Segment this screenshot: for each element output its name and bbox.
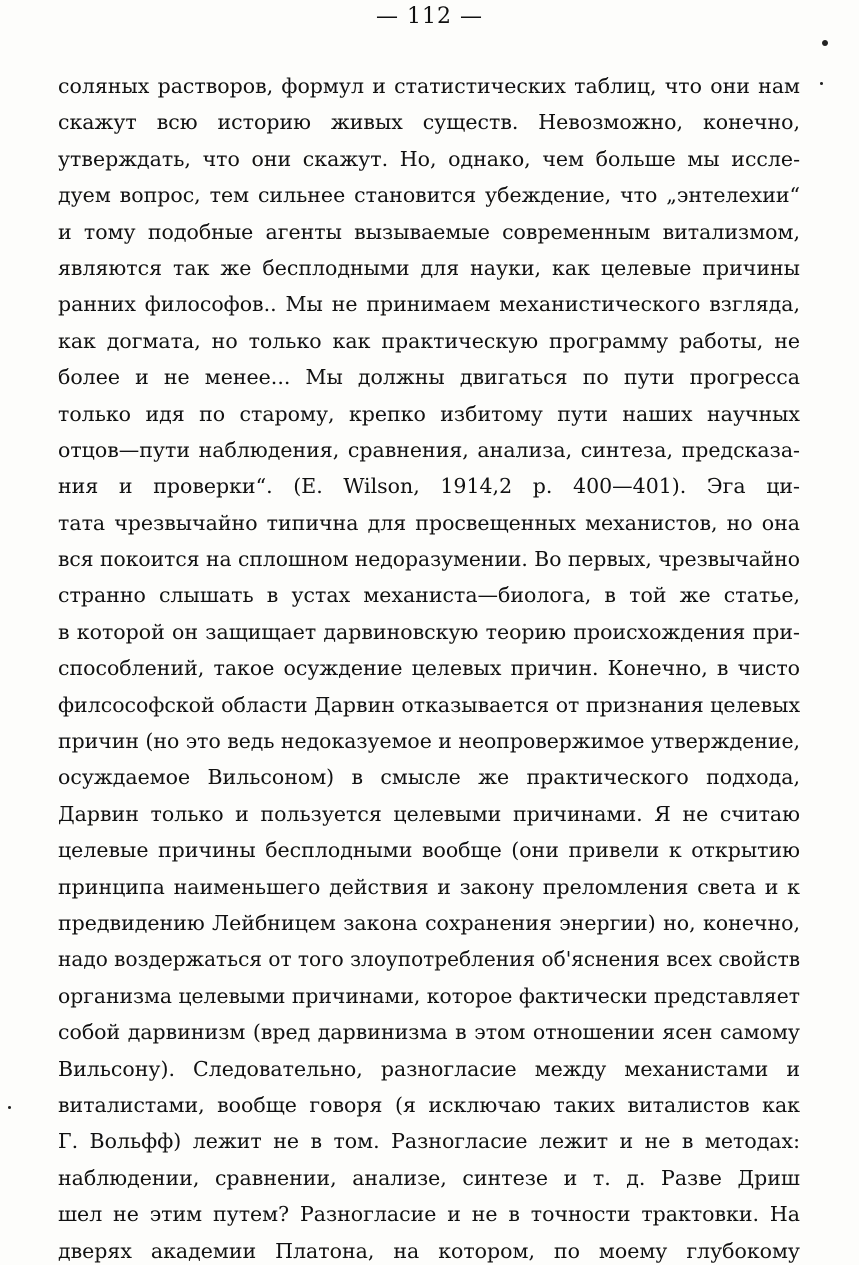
text-line: надо воздержаться от того злоупотребления об'яснения всех свойств xyxy=(58,947,800,972)
text-line: целевые причины бесплодными вообще (они привели к открытию xyxy=(58,838,800,863)
text-line: только идя по старому, крепко избитому пути наших научных xyxy=(58,401,800,426)
text-line: тата чрезвычайно типична для просвещенных механистов, но она xyxy=(58,510,800,535)
text-line: способлений, такое осуждение целевых причин. Конечно, в чисто xyxy=(58,656,800,681)
text-line: более и не менее... Мы должны двигаться по пути прогресса xyxy=(58,365,800,390)
text-line: Вильсону). Следовательно, разногласие между механистами и xyxy=(58,1056,800,1081)
text-line: Г. Вольфф) лежит не в том. Разногласие лежит и не в методах: xyxy=(58,1129,800,1154)
text-line: филсософской области Дарвин отказывается от признания целевых xyxy=(58,692,800,717)
text-line: наблюдении, сравнении, анализе, синтезе и т. д. Разве Дриш xyxy=(58,1165,800,1190)
text-line: в которой он защищает дарвиновскую теорию происхождения при- xyxy=(58,619,800,644)
text-line: утверждать, что они скажут. Но, однако, чем больше мы иссле- xyxy=(58,146,800,171)
text-line: принципа наименьшего действия и закону преломления света и к xyxy=(58,874,800,899)
text-line: как догмата, но только как практическую программу работы, не xyxy=(58,328,800,353)
text-line: виталистами, вообще говоря (я исключаю таких виталистов как xyxy=(58,1092,800,1117)
text-line: и тому подобные агенты вызываемые современным витализмом, xyxy=(58,219,800,244)
ink-speck xyxy=(8,1106,11,1109)
text-line: вся покоится на сплошном недоразумении. Во первых, чрезвычайно xyxy=(58,547,800,572)
text-line: дверях академии Платона, на котором, по моему глубокому xyxy=(58,1238,800,1263)
text-line: являются так же бесплодными для науки, как целевые причины xyxy=(58,255,800,280)
text-line: скажут всю историю живых существ. Невозможно, конечно, xyxy=(58,110,800,135)
text-line: отцов—пути наблюдения, сравнения, анализа, синтеза, предсказа- xyxy=(58,437,800,462)
body-text xyxy=(58,68,800,1269)
text-line: соляных растворов, формул и статистических таблиц, что они нам xyxy=(58,74,800,98)
text-line: Дарвин только и пользуется целевыми причинами. Я не считаю xyxy=(58,801,800,826)
text-line: собой дарвинизм (вред дарвинизма в этом отношении ясен самому xyxy=(58,1020,800,1045)
text-line: ния и проверки“. (E. Wilson, 1914,2 p. 400—401). Эга ци- xyxy=(58,474,800,499)
ink-speck xyxy=(822,40,828,46)
text-line: осуждаемое Вильсоном) в смысле же практического подхода, xyxy=(58,765,800,790)
text-line: организма целевыми причинами, которое фактически представляет xyxy=(58,983,800,1008)
text-line: шел не этим путем? Разногласие и не в точности трактовки. На xyxy=(58,1202,800,1227)
text-line: дуем вопрос, тем сильнее становится убеждение, что „энтелехии“ xyxy=(58,183,800,208)
ink-speck xyxy=(820,82,823,85)
text-line: ранних философов.. Мы не принимаем механистического взгляда, xyxy=(58,292,800,317)
page-number: — 112 — xyxy=(376,4,483,29)
text-line: предвидению Лейбницем закона сохранения энергии) но, конечно, xyxy=(58,910,800,935)
text-line: причин (но это ведь недоказуемое и неопровержимое утверждение, xyxy=(58,729,800,754)
text-line: странно слышать в устах механиста—биолога, в той же статье, xyxy=(58,583,800,608)
